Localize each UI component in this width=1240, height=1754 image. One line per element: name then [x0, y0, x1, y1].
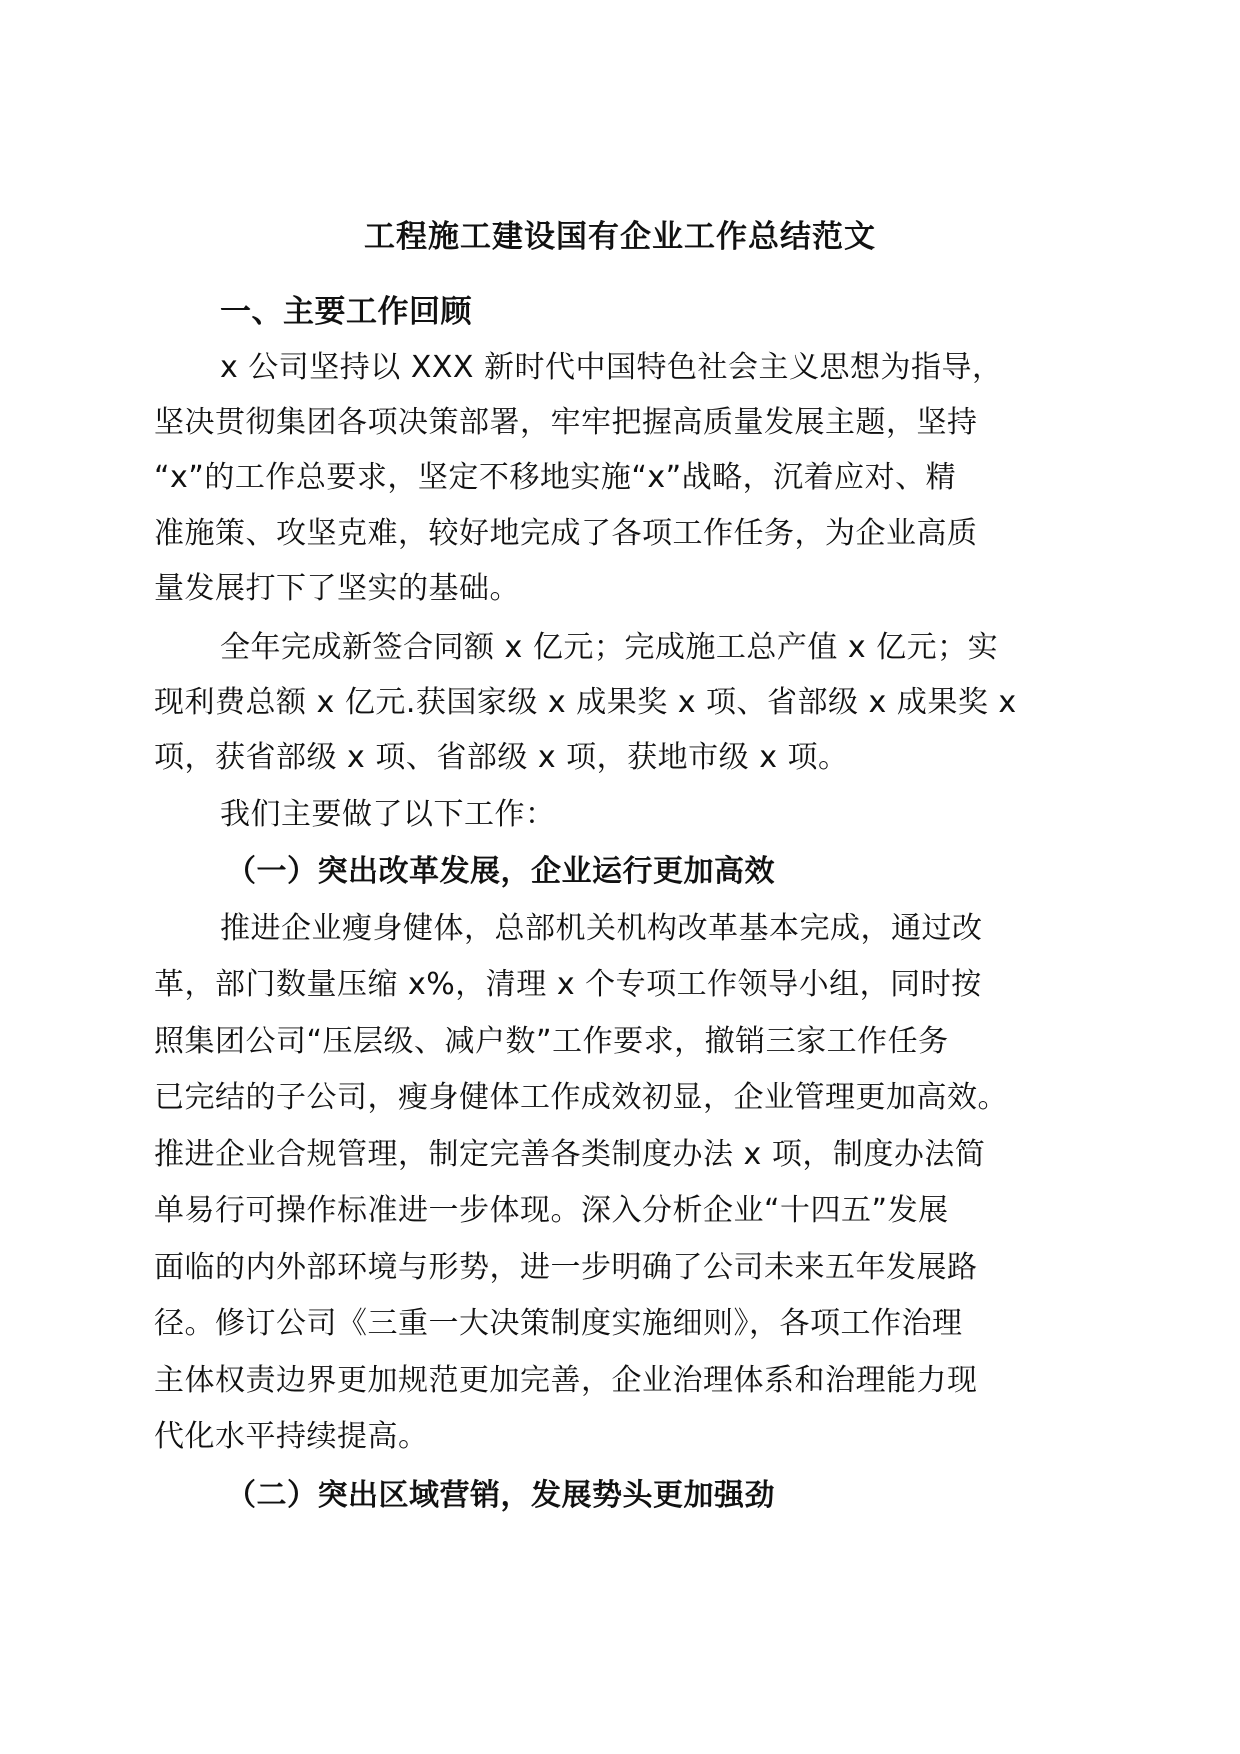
paragraph-line: x 公司坚持以 XXX 新时代中国特色社会主义思想为指导，: [220, 350, 1003, 385]
paragraph-line: 量发展打下了坚实的基础。: [154, 571, 520, 606]
subsection-heading-regional-marketing: （二）突出区域营销，发展势头更加强劲: [226, 1478, 775, 1513]
subsection-heading-reform: （一）突出改革发展，企业运行更加高效: [226, 854, 775, 889]
paragraph-line: 现利费总额 x 亿元.获国家级 x 成果奖 x 项、省部级 x 成果奖 x: [154, 685, 1017, 720]
paragraph-line: 革，部门数量压缩 x%，清理 x 个专项工作领导小组，同时按: [154, 967, 982, 1002]
paragraph-line: 代化水平持续提高。: [154, 1419, 429, 1454]
paragraph-line: 我们主要做了以下工作：: [220, 797, 556, 832]
paragraph-line: 面临的内外部环境与形势，进一步明确了公司未来五年发展路: [154, 1250, 978, 1285]
paragraph-line: “x”的工作总要求，坚定不移地实施“x”战略，沉着应对、精: [154, 460, 957, 495]
document-title: 工程施工建设国有企业工作总结范文: [364, 219, 876, 255]
paragraph-line: 径。修订公司《三重一大决策制度实施细则》，各项工作治理: [154, 1306, 963, 1341]
section-heading-main-work-review: 一、主要工作回顾: [220, 294, 472, 330]
paragraph-line: 准施策、攻坚克难，较好地完成了各项工作任务，为企业高质: [154, 516, 978, 551]
paragraph-line: 已完结的子公司，瘦身健体工作成效初显，企业管理更加高效。: [154, 1080, 1008, 1115]
paragraph-line: 推进企业瘦身健体，总部机关机构改革基本完成，通过改: [220, 911, 983, 946]
paragraph-line: 单易行可操作标准进一步体现。深入分析企业“十四五”发展: [154, 1193, 949, 1228]
paragraph-line: 项，获省部级 x 项、省部级 x 项，获地市级 x 项。: [154, 740, 849, 775]
paragraph-line: 推进企业合规管理，制定完善各类制度办法 x 项，制度办法简: [154, 1137, 986, 1172]
paragraph-line: 坚决贯彻集团各项决策部署，牢牢把握高质量发展主题，坚持: [154, 405, 978, 440]
paragraph-line: 照集团公司“压层级、减户数”工作要求，撤销三家工作任务: [154, 1024, 949, 1059]
paragraph-line: 主体权责边界更加规范更加完善，企业治理体系和治理能力现: [154, 1363, 978, 1398]
paragraph-line: 全年完成新签合同额 x 亿元；完成施工总产值 x 亿元；实: [220, 630, 999, 665]
